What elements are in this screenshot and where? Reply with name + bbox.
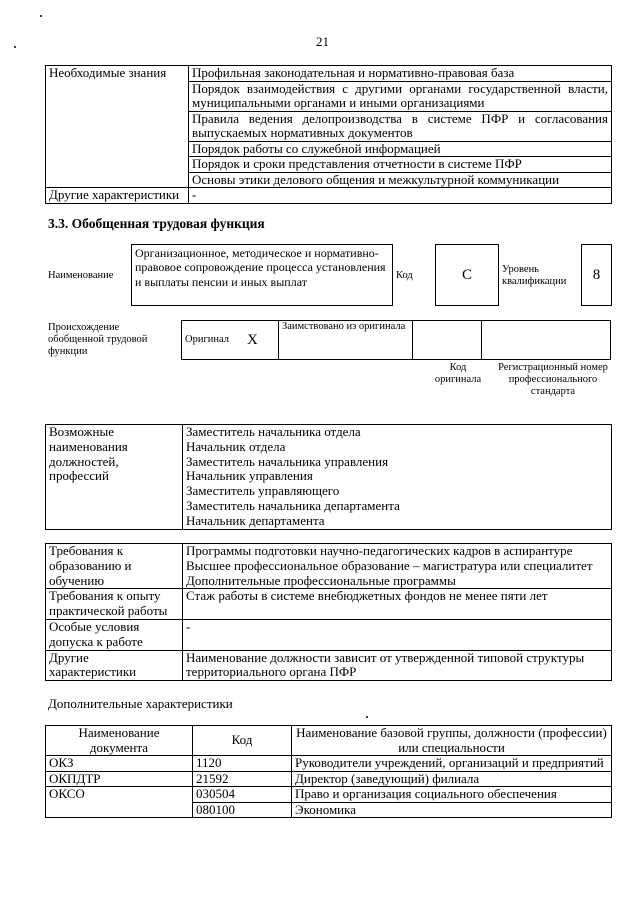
name-label: Наименование [48,270,114,281]
knowledge-item: Основы этики делового общения и межкультурной коммуникации [189,172,612,188]
header-document: Наименование документа [46,726,193,756]
position-item: Заместитель начальника департамента [183,499,612,514]
header-group-name: Наименование базовой группы, должности (профессии) или специальности [292,726,612,756]
row-code: 080100 [193,802,292,818]
function-name-box [131,244,393,306]
knowledge-label: Необходимые знания [46,66,189,188]
level-value-box [581,244,612,306]
other-value: Наименование должности зависит от утвержденной типовой структуры территориального органа ПФР [183,650,612,681]
row-document: ОКСО [46,787,193,818]
position-item: Заместитель начальника отдела [183,425,612,440]
education-item: Высшее профессиональное образование – магистратура или специалитет [186,557,593,573]
row-code: 21592 [193,771,292,787]
row-name: Директор (заведующий) филиала [292,771,612,787]
table-row [46,756,612,772]
requirements-table [45,543,612,681]
knowledge-item: Правила ведения делопроизводства в системе ПФР и согласования выпускаемых нормативных документов [189,111,612,141]
code-label: Код [396,270,413,281]
other-label: Другие характеристики [46,650,183,681]
reg-number-caption: Регистрационный номер профессионального стандарта [498,362,608,397]
origin-label: Происхождение обобщенной трудовой функции [48,322,148,357]
other-characteristics-value: - [189,188,612,204]
education-label: Требования к образованию и обучению [46,544,183,589]
table-row [46,787,612,803]
original-label: Оригинал [182,321,245,360]
level-label: Уровень квалификации [502,264,567,287]
positions-label: Возможные наименования должностей, профессий [46,425,183,530]
position-item: Заместитель управляющего [183,484,612,499]
row-document: ОКПДТР [46,771,193,787]
reg-number-cell [482,321,611,360]
education-item: Дополнительные профессиональные программы [186,572,456,588]
other-characteristics-label: Другие характеристики [46,188,189,204]
knowledge-item: Профильная законодательная и нормативно-правовая база [189,66,612,82]
section-heading: 3.3. Обобщенная трудовая функция [48,216,265,231]
row-name: Право и организация социального обеспечения [292,787,612,803]
row-name: Руководители учреждений, организаций и предприятий [292,756,612,772]
education-item: Программы подготовки научно-педагогических кадров в аспирантуре [186,543,573,558]
scan-speck [14,46,16,48]
position-item: Начальник отдела [183,440,612,455]
position-item: Начальник управления [183,469,612,484]
level-value: 8 [592,267,601,283]
additional-table [45,725,612,818]
row-document: ОКЗ [46,756,193,772]
knowledge-item: Порядок взаимодействия с другими органами государственной власти, муниципальными органами и иными организациями [189,81,612,111]
code-value: C [461,267,472,283]
additional-heading: Дополнительные характеристики [48,696,233,711]
origin-table [181,320,611,360]
knowledge-item: Порядок работы со служебной информацией [189,141,612,157]
knowledge-table [45,65,612,204]
position-item: Начальник департамента [183,514,612,529]
knowledge-item: Порядок и сроки представления отчетности в системе ПФР [189,157,612,173]
code-value-box [435,244,499,306]
original-mark: X [244,321,279,360]
row-code: 030504 [193,787,292,803]
positions-table [45,424,612,530]
row-name: Экономика [292,802,612,818]
table-row [46,771,612,787]
scan-speck [366,716,368,718]
experience-value: Стаж работы в системе внебюджетных фондов не менее пяти лет [183,589,612,620]
code-original-cell [413,321,482,360]
row-code: 1120 [193,756,292,772]
header-code: Код [193,726,292,756]
borrowed-label: Заимствовано из оригинала [279,321,413,360]
special-conditions-value: - [183,619,612,650]
function-name: Организационное, методическое и нормативно-правовое сопровождение процесса установления и выплаты пенсии и иных выплат [135,246,386,289]
scan-speck [40,15,42,17]
education-items [183,544,612,589]
code-original-caption: Код оригинала [434,362,482,385]
experience-label: Требования к опыту практической работы [46,589,183,620]
position-item: Заместитель начальника управления [183,455,612,470]
page-number: 21 [316,34,329,49]
special-conditions-label: Особые условия допуска к работе [46,619,183,650]
